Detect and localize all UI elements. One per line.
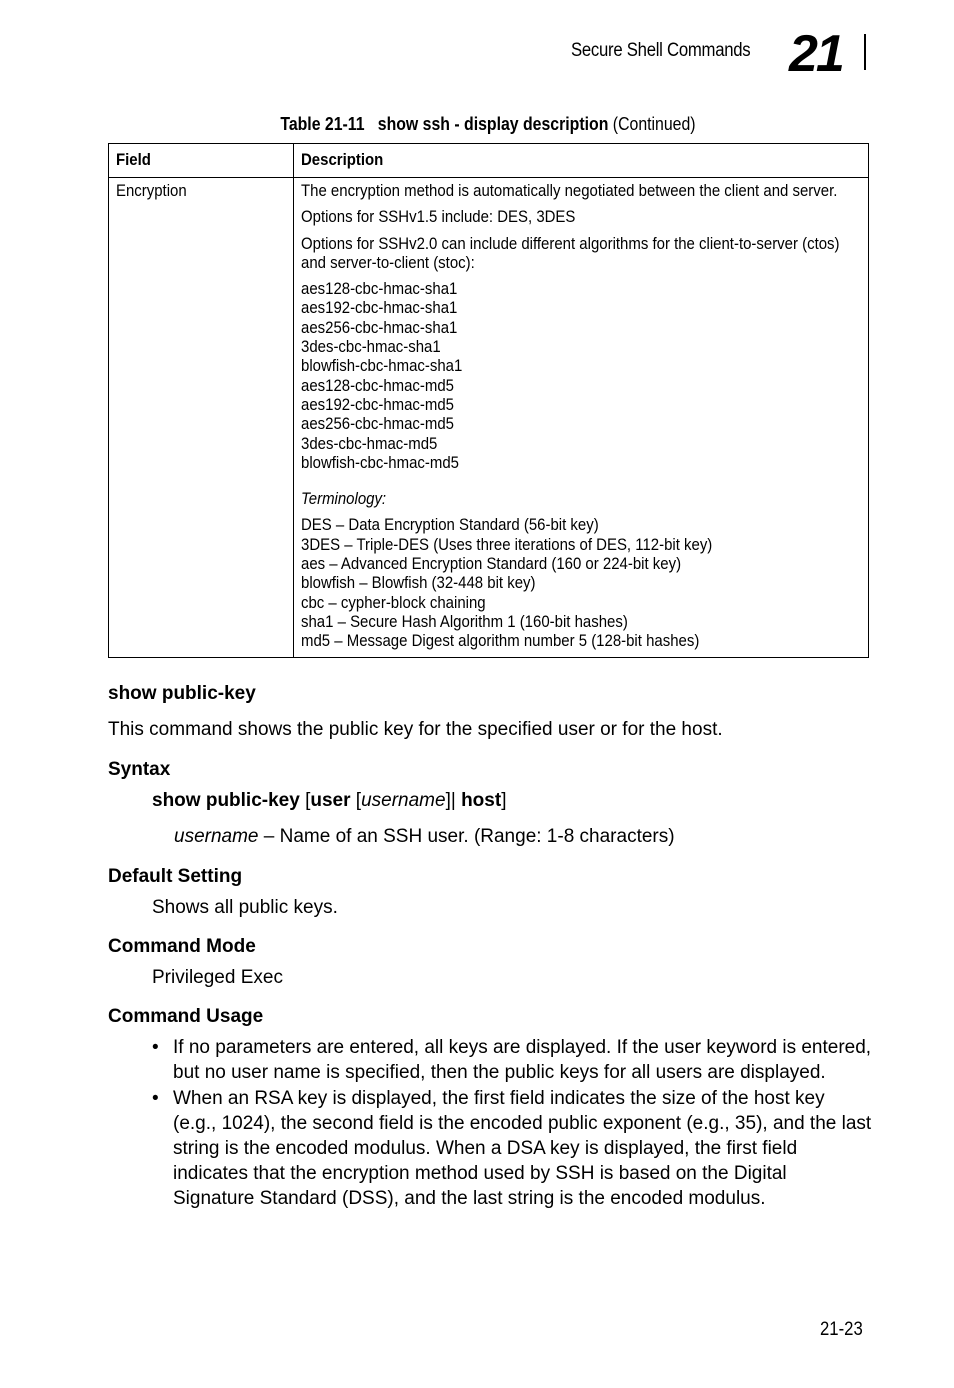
table-header-row — [109, 144, 869, 178]
syntax-bracket: ]| — [445, 790, 456, 811]
algorithm-item: blowfish-cbc-hmac-sha1 — [301, 356, 463, 376]
usage-heading: Command Usage — [108, 1006, 264, 1027]
term-item: md5 – Message Digest algorithm number 5 (128-bit hashes) — [301, 631, 700, 651]
description-paragraph: The encryption method is automatically negotiated between the client and server. — [301, 181, 838, 200]
description-table — [108, 143, 869, 658]
description-cell — [294, 178, 869, 658]
table-caption-suffix: (Continued) — [612, 114, 696, 134]
term-item: sha1 – Secure Hash Algorithm 1 (160-bit hashes) — [301, 611, 628, 631]
terminology-list — [301, 515, 864, 650]
default-text: Shows all public keys. — [152, 897, 338, 918]
algorithm-item: aes256-cbc-hmac-sha1 — [301, 317, 458, 337]
algorithm-item: aes128-cbc-hmac-md5 — [301, 375, 454, 395]
term-item: blowfish – Blowfish (32-448 bit key) — [301, 573, 536, 593]
header-cell-description — [294, 144, 869, 178]
field-name: Encryption — [116, 181, 187, 200]
algorithm-item: 3des-cbc-hmac-sha1 — [301, 337, 441, 357]
term-item: DES – Data Encryption Standard (56-bit key) — [301, 515, 599, 535]
command-title: show public-key — [108, 683, 256, 704]
table-row — [109, 178, 869, 658]
syntax-line — [152, 788, 506, 813]
syntax-bracket: [ — [299, 790, 311, 811]
usage-item — [152, 1035, 872, 1085]
terminology-label: Terminology: — [301, 489, 387, 509]
syntax-heading: Syntax — [108, 759, 171, 780]
syntax-bracket: ] — [501, 790, 507, 811]
page-number: 21-23 — [820, 1319, 863, 1340]
parameter-line — [174, 824, 675, 849]
header-field-label: Field — [116, 150, 151, 169]
syntax-param-username: username — [361, 790, 446, 811]
table-caption-number: Table 21-11 — [280, 114, 365, 134]
bullet-marker: • — [152, 1037, 159, 1058]
syntax-bracket: [ — [350, 790, 362, 811]
syntax-keyword-user: user — [310, 790, 351, 811]
algorithm-item: aes256-cbc-hmac-md5 — [301, 414, 454, 434]
bullet-marker: • — [152, 1088, 159, 1109]
field-cell — [109, 178, 294, 658]
table-caption-title: show ssh - display description — [377, 114, 609, 134]
term-item: aes – Advanced Encryption Standard (160 or 224-bit key) — [301, 554, 682, 574]
syntax-command: show public-key — [152, 790, 300, 811]
algorithm-item: 3des-cbc-hmac-md5 — [301, 433, 438, 453]
algorithm-item: aes192-cbc-hmac-sha1 — [301, 298, 458, 318]
mode-heading: Command Mode — [108, 936, 256, 957]
description-paragraph: Options for SSHv1.5 include: DES, 3DES — [301, 207, 576, 227]
chapter-divider — [864, 34, 866, 70]
table-caption — [0, 114, 954, 135]
header-cell-field — [109, 144, 294, 178]
usage-text: If no parameters are entered, all keys are displayed. If the user keyword is entered, but no user name is specified, then the public keys for all users are displayed. — [173, 1037, 872, 1083]
term-item: cbc – cypher-block chaining — [301, 592, 486, 612]
header-description-label: Description — [301, 150, 384, 169]
running-header-title: Secure Shell Commands — [571, 40, 751, 61]
description-paragraph: Options for SSHv2.0 can include different algorithms for the client-to-server (ctos) and server-to-client (stoc): — [301, 233, 840, 272]
algorithm-item: aes128-cbc-hmac-sha1 — [301, 279, 458, 299]
term-item: 3DES – Triple-DES (Uses three iterations of DES, 112-bit key) — [301, 534, 713, 554]
chapter-number: 21 — [789, 25, 843, 83]
algorithm-list — [301, 279, 864, 472]
default-heading: Default Setting — [108, 866, 243, 887]
usage-list — [152, 1035, 872, 1212]
command-description: This command shows the public key for the specified user or for the host. — [108, 719, 723, 740]
parameter-description: – Name of an SSH user. (Range: 1-8 characters) — [258, 826, 675, 847]
mode-text: Privileged Exec — [152, 967, 283, 988]
algorithm-item: blowfish-cbc-hmac-md5 — [301, 452, 459, 472]
usage-text: When an RSA key is displayed, the first field indicates the size of the host key (e.g., 1024), the second field is the encoded public exponent (e.g., 35), and the last string is the encoded modulus. When a DSA key is displayed, the first field indicates that the encryption method used by SSH is based on the Digital Signature Standard (DSS), and the last string is the encoded modulus. — [173, 1088, 872, 1209]
syntax-keyword-host: host — [455, 790, 502, 811]
usage-item — [152, 1086, 872, 1211]
parameter-name: username — [174, 826, 259, 847]
algorithm-item: aes192-cbc-hmac-md5 — [301, 394, 454, 414]
